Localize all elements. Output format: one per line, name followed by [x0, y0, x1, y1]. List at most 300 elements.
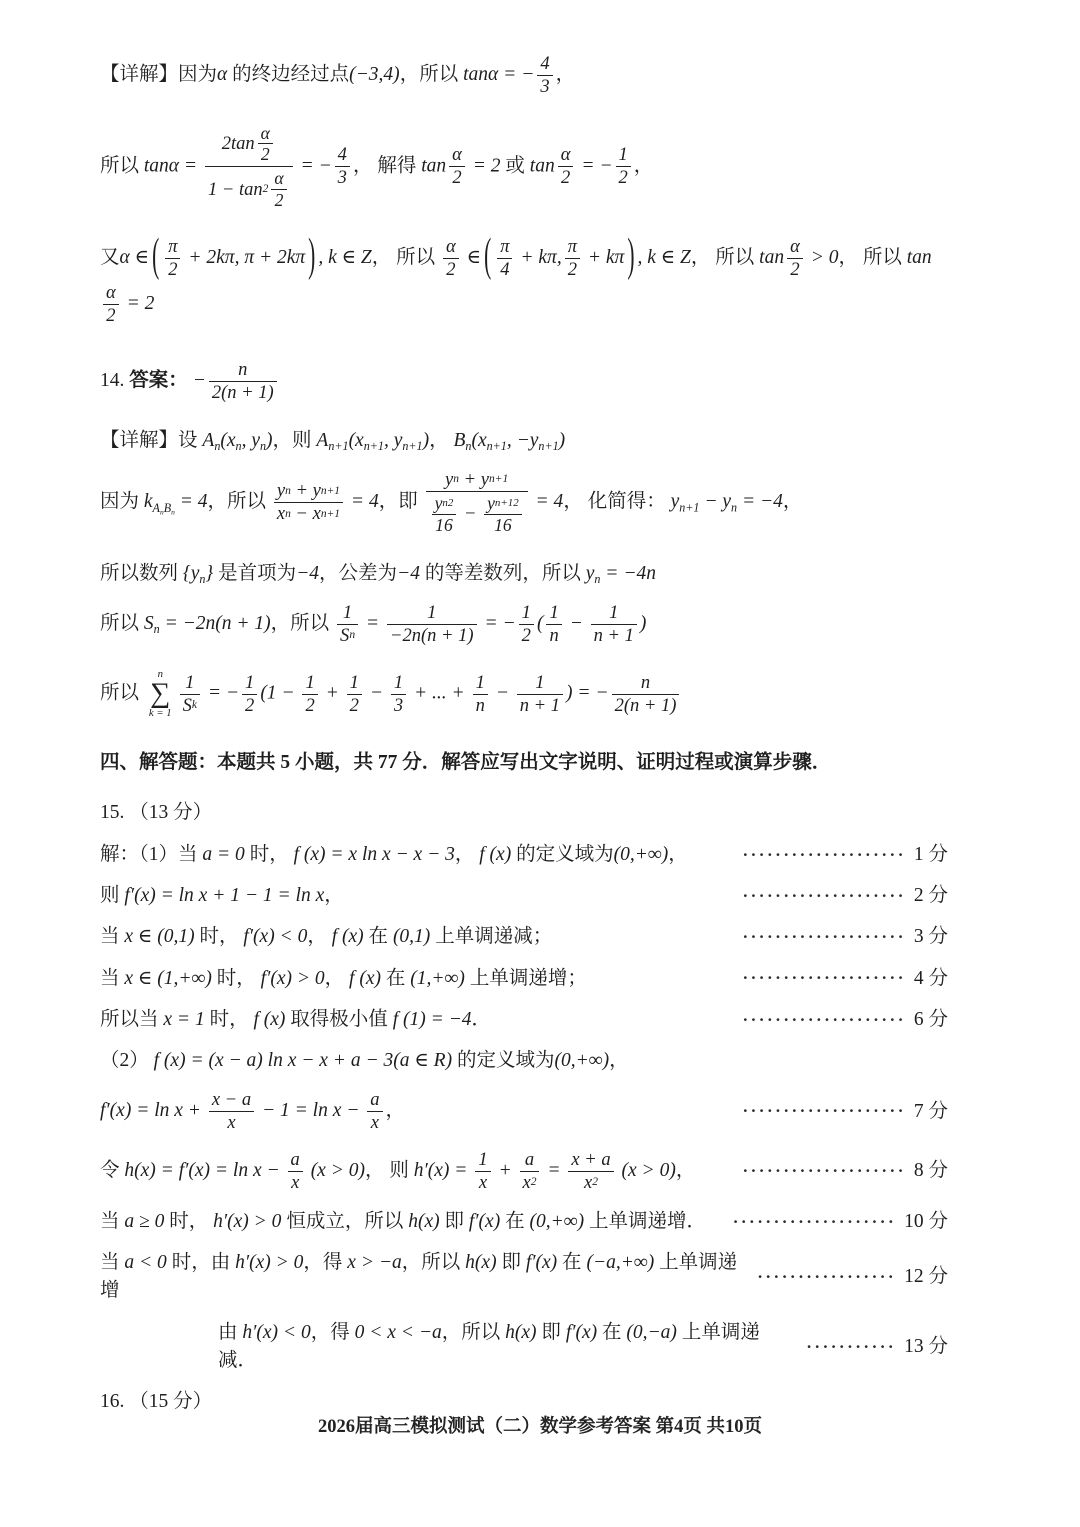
denominator: [616, 167, 631, 189]
math-run: 2: [446, 258, 456, 280]
math-run: {y: [182, 562, 200, 584]
score-marker: [730, 923, 948, 951]
math-run: tan: [529, 155, 555, 177]
math-run: 2: [245, 694, 255, 716]
denominator: [242, 695, 257, 717]
math-run: , y: [241, 429, 260, 451]
math-run: x > −a: [347, 1252, 402, 1274]
text-run: 又: [100, 246, 120, 268]
math-run: 1: [535, 671, 545, 693]
denominator: [103, 305, 118, 327]
math-run: a: [290, 1149, 300, 1171]
math-run: − x: [290, 503, 321, 525]
numerator: [209, 1089, 254, 1111]
denominator: [302, 695, 317, 717]
math-run: n: [475, 694, 485, 716]
numerator: [568, 1149, 613, 1171]
text-run: 时，由: [166, 1252, 236, 1274]
text-run: ．: [471, 1008, 492, 1030]
math-run: y: [670, 491, 680, 513]
math-run: −: [490, 682, 514, 704]
q13-detail-line-1: [100, 52, 948, 99]
math-run: 1: [349, 671, 359, 693]
text-run: 即: [439, 1210, 469, 1232]
fraction: [209, 1089, 254, 1134]
math-run: 16: [494, 514, 512, 535]
text-run: 时，: [211, 967, 261, 989]
score-label: 6 分: [913, 1008, 948, 1030]
math-run: π: [567, 235, 577, 257]
math-run: x ∈ (0,1): [124, 926, 195, 948]
text-run: ，即: [378, 491, 423, 513]
q14-detail-line-3: [100, 560, 948, 588]
math-run: h′(x) =: [413, 1159, 473, 1181]
denominator: [497, 259, 512, 281]
numerator: [391, 672, 406, 694]
numerator: [242, 672, 257, 694]
math-run: (0,+∞): [529, 1210, 585, 1232]
math-run: x: [584, 1171, 593, 1193]
denominator: [288, 1172, 302, 1194]
denominator: [209, 382, 277, 404]
text-run: （2）: [100, 1050, 154, 1072]
math-run: a ≥ 0: [124, 1210, 165, 1232]
math-run: y: [487, 493, 495, 513]
math-run: 2: [106, 305, 116, 327]
math-run: k: [143, 491, 153, 513]
math-run: 0 < x < −a: [354, 1321, 442, 1343]
fraction: [209, 359, 277, 404]
text-run: ， 所以: [690, 246, 760, 268]
math-run: (−a,+∞): [586, 1252, 655, 1274]
q15-step-10: [100, 1208, 948, 1236]
math-run: x: [276, 503, 286, 525]
score-marker: [730, 965, 948, 993]
numerator: [519, 602, 534, 624]
math-run: ) = −: [566, 682, 609, 704]
math-run: =: [361, 612, 384, 634]
text-run: 在: [557, 1252, 587, 1274]
text-run: ，所以: [399, 63, 464, 85]
math-run: f′(x) = ln x +: [100, 1100, 206, 1122]
math-run: −: [459, 503, 482, 525]
math-run: + ... +: [409, 682, 470, 704]
line-content: [100, 1249, 745, 1306]
text-run: 所以数列: [100, 562, 183, 584]
text-run: 所以: [100, 155, 144, 177]
subscript: n: [259, 439, 267, 454]
dotted-leader: ····················: [742, 1009, 906, 1029]
denominator: [426, 492, 528, 537]
text-run: ，所以: [441, 1321, 506, 1343]
math-run: x = 1: [163, 1008, 205, 1030]
text-run: 由: [218, 1321, 243, 1343]
math-run: ): [422, 429, 430, 451]
denominator: [473, 695, 488, 717]
math-run: a: [370, 1089, 380, 1111]
q14-detail-line-2: [100, 468, 948, 537]
math-run: 1: [185, 671, 195, 693]
math-run: = 2: [467, 155, 501, 177]
fraction: [258, 123, 273, 166]
denominator: [272, 190, 287, 211]
math-run: (x: [471, 429, 487, 451]
math-run: = −: [576, 155, 613, 177]
text-run: 时，: [204, 1008, 254, 1030]
text-run: 在: [363, 926, 393, 948]
bold-text: 四、解答题：本题共 5 小题，共 77 分．解答应写出文字说明、证明过程或演算步骤．: [100, 752, 832, 774]
score-label: 13 分: [904, 1335, 948, 1357]
numerator: [219, 122, 279, 167]
line-content: [100, 427, 565, 455]
math-run: tan: [759, 246, 785, 268]
numerator: [347, 672, 362, 694]
fraction: [367, 1089, 382, 1134]
math-run: y: [276, 480, 286, 502]
score-label: 3 分: [913, 926, 948, 948]
text-run: 上单调递减；: [430, 926, 553, 948]
math-run: h(x) = f′(x) = ln x −: [124, 1159, 285, 1181]
math-run: 1: [305, 671, 315, 693]
subscript: n: [153, 621, 160, 636]
math-run: (0,+∞): [613, 843, 669, 865]
math-run: + kπ,: [515, 246, 562, 268]
denominator: [274, 503, 343, 525]
math-run: B: [453, 429, 466, 451]
fraction: [288, 1149, 303, 1194]
score-label: 7 分: [913, 1100, 948, 1122]
math-run: = −: [479, 612, 516, 634]
denominator: [581, 1172, 601, 1194]
math-run: 1: [393, 671, 404, 693]
numerator: [537, 53, 552, 75]
superscript: 2: [530, 1176, 537, 1189]
line-content: [100, 1047, 629, 1075]
math-run: a < 0: [124, 1252, 167, 1274]
subscript: n: [349, 628, 356, 641]
text-run: 当: [100, 1210, 125, 1232]
math-run: tanα =: [143, 155, 202, 177]
text-run: 【详解】设: [100, 429, 203, 451]
denominator: [558, 167, 573, 189]
fraction: [546, 602, 561, 647]
math-run: h(x): [465, 1252, 497, 1274]
text-run: 15. （13 分）: [100, 802, 213, 824]
text-run: ，: [307, 926, 332, 948]
text-run: ，: [555, 63, 576, 85]
text-run: 上单调递增: [100, 1252, 738, 1302]
subscript: k: [191, 699, 197, 712]
numerator: [546, 602, 561, 624]
text-run: 在: [380, 967, 411, 989]
math-run: }: [205, 562, 214, 584]
text-run: ， 所以: [838, 246, 907, 268]
math-run: 2: [305, 694, 315, 716]
math-run: 4: [540, 53, 550, 74]
math-run: −4: [296, 562, 320, 584]
q15-step-12: [100, 1249, 948, 1306]
fraction: [180, 672, 200, 717]
math-run: α: [560, 144, 571, 166]
numerator: [532, 672, 547, 694]
fraction: [612, 672, 680, 717]
fraction: [205, 122, 293, 212]
math-run: 1: [549, 601, 559, 623]
math-run: (: [536, 612, 544, 634]
fraction: [347, 672, 362, 717]
line-content: [100, 121, 653, 213]
text-run: ， 化简得：: [563, 491, 671, 513]
math-run: = −2n(n + 1): [159, 612, 271, 634]
math-run: −4: [397, 562, 420, 584]
fraction: [558, 144, 574, 189]
denominator: [387, 625, 477, 647]
fraction: [391, 672, 406, 717]
math-run: 2: [260, 144, 270, 165]
line-content: [100, 841, 688, 869]
math-run: 3: [337, 167, 347, 189]
dotted-leader: ····················: [742, 844, 906, 864]
text-run: 因为: [100, 491, 144, 513]
math-run: , y: [383, 429, 403, 451]
denominator: [391, 695, 406, 717]
dotted-leader: ····················: [732, 1211, 897, 1231]
line-content: [100, 882, 344, 910]
score-label: 10 分: [904, 1210, 948, 1232]
denominator: [205, 167, 293, 212]
big-paren: ): [308, 228, 316, 281]
math-run: (x: [220, 429, 236, 451]
text-run: 时，: [194, 926, 244, 948]
text-run: 在: [597, 1321, 627, 1343]
numerator: [432, 493, 457, 514]
math-run: α: [274, 168, 284, 189]
numerator: [473, 672, 488, 694]
line-content: [100, 1088, 405, 1135]
math-run: y: [434, 493, 443, 513]
subscript: n: [442, 496, 448, 509]
subscript: n+1: [328, 439, 349, 454]
text-run: ，: [609, 1050, 629, 1072]
math-run: S: [182, 694, 192, 716]
math-run: 2: [618, 167, 628, 189]
text-run: ，: [385, 1100, 406, 1122]
fraction: [335, 144, 350, 189]
denominator: [337, 625, 358, 647]
math-run: 2: [274, 189, 284, 210]
math-run: B: [163, 500, 172, 515]
math-run: 2: [452, 167, 462, 189]
text-run: ，得: [303, 1252, 348, 1274]
fraction: [426, 469, 528, 536]
math-run: 2: [790, 258, 800, 280]
text-run: 的定义域为: [511, 843, 614, 865]
text-run: 上单调递增；: [464, 967, 587, 989]
summation: [149, 669, 172, 719]
math-run: − 1 = ln x −: [257, 1100, 365, 1122]
score-label: 12 分: [904, 1266, 948, 1288]
numerator: [340, 602, 355, 624]
math-run: > 0: [805, 246, 839, 268]
text-run: 的等差数列，所以: [419, 562, 586, 584]
math-run: f (x): [331, 926, 364, 948]
math-run: n + 1: [593, 624, 634, 646]
subscript: n+1: [679, 500, 700, 515]
math-run: = −4n: [600, 562, 656, 584]
numerator: [616, 144, 631, 166]
math-run: f′(x): [565, 1321, 598, 1343]
q15-part2-domain: [100, 1047, 948, 1075]
numerator: [522, 1149, 537, 1171]
dotted-leader: ····················: [742, 968, 906, 988]
denominator: [443, 259, 458, 281]
math-run: f′(x) = ln x + 1 − 1 = ln x: [124, 885, 325, 906]
text-run: 令: [100, 1159, 125, 1181]
line-content: [100, 799, 212, 827]
math-run: n: [238, 359, 248, 381]
fraction: [537, 53, 552, 98]
math-run: − y: [699, 491, 732, 513]
text-run: 的定义域为: [452, 1050, 555, 1072]
q15-step-8: [100, 1148, 948, 1195]
numerator: [367, 1089, 382, 1111]
math-run: x: [291, 1171, 300, 1193]
math-run: π: [168, 235, 178, 257]
denominator: [224, 1112, 238, 1134]
line-content: [100, 1208, 706, 1236]
math-run: 2: [349, 694, 359, 716]
fraction: [274, 480, 343, 525]
numerator: [103, 282, 119, 304]
text-run: ，: [782, 491, 803, 513]
q15-step-2: [100, 882, 948, 910]
fraction: [103, 282, 119, 327]
score-label: 4 分: [913, 967, 948, 989]
math-run: =: [542, 1159, 566, 1181]
subscript: n+1: [320, 484, 341, 497]
text-run: 【详解】因为: [100, 63, 218, 85]
superscript: 2: [447, 496, 454, 509]
math-run: h′(x) > 0: [235, 1252, 304, 1274]
q14-answer: [100, 358, 948, 405]
score-marker: [794, 1333, 948, 1361]
numerator: [565, 236, 580, 258]
subscript: n: [285, 484, 291, 497]
numerator: [182, 672, 197, 694]
text-run: 所以当: [100, 1008, 164, 1030]
fraction: [519, 602, 534, 647]
text-run: ，: [675, 1159, 696, 1181]
math-run: 1: [478, 1149, 488, 1171]
line-content: [100, 923, 552, 951]
math-run: f (x): [253, 1008, 286, 1030]
math-run: (0,1): [392, 926, 431, 948]
numerator: [424, 602, 439, 624]
dotted-leader: ····················: [742, 927, 906, 947]
fraction: [165, 236, 180, 281]
math-run: 2: [560, 167, 571, 189]
math-run: f′(x) > 0: [260, 967, 325, 989]
numerator: [258, 123, 273, 144]
math-run: x ∈ (1,+∞): [124, 967, 212, 989]
line-content: [218, 1319, 794, 1376]
math-run: −: [364, 682, 388, 704]
score-label: 2 分: [913, 885, 948, 906]
score-marker: [730, 1006, 948, 1034]
superscript: 2: [592, 1176, 598, 1189]
fraction: [517, 672, 563, 717]
numerator: [335, 144, 350, 166]
text-run: 是首项为: [213, 562, 297, 584]
fraction: [568, 1149, 613, 1194]
math-run: n: [549, 624, 559, 646]
math-run: A: [202, 429, 215, 451]
denominator: [520, 1172, 540, 1194]
math-run: = −: [295, 155, 332, 177]
sigma-icon: ∑: [150, 678, 171, 710]
line-content: [100, 52, 575, 99]
math-run: S: [143, 612, 154, 634]
denominator: [476, 1172, 490, 1194]
text-run: 当: [100, 926, 125, 948]
text-run: 解：（1）当: [100, 843, 203, 865]
numerator: [302, 672, 317, 694]
score-marker: [745, 1263, 948, 1291]
subscript: n+1: [402, 439, 423, 454]
math-run: α: [217, 63, 228, 85]
answer-content: [100, 52, 948, 1429]
q15-step-3: [100, 923, 948, 951]
denominator: [546, 625, 561, 647]
text-run: 时，: [164, 1210, 214, 1232]
denominator: [258, 144, 273, 165]
math-run: 2: [521, 624, 531, 646]
math-run: + y: [459, 469, 489, 491]
q14-detail-line-5: [100, 669, 948, 719]
math-run: tan: [906, 246, 932, 268]
math-run: 4: [500, 258, 510, 280]
big-paren: (: [484, 228, 492, 281]
math-run: +: [320, 682, 344, 704]
fraction: [271, 168, 286, 211]
text-run: 取得极小值: [285, 1008, 393, 1030]
subscript: [153, 501, 175, 515]
subscript: n+1: [363, 439, 384, 454]
denominator: [517, 695, 563, 717]
math-run: f′(x) < 0: [243, 926, 308, 948]
text-run: 16. （15 分）: [100, 1391, 213, 1413]
math-run: y: [445, 469, 454, 491]
denominator: [347, 695, 362, 717]
q14-detail-line-1: [100, 427, 948, 455]
fraction: [497, 236, 512, 281]
line-content: [100, 669, 682, 719]
math-run: n + 1: [519, 694, 561, 716]
math-run: x + a: [571, 1149, 611, 1171]
math-run: −: [564, 612, 588, 634]
text-run: 即: [496, 1252, 526, 1274]
math-run: α: [106, 282, 116, 304]
math-run: S: [340, 624, 350, 646]
math-run: 2(n + 1): [614, 694, 677, 716]
denominator: [537, 76, 552, 98]
math-run: = 4: [530, 491, 564, 513]
denominator: [432, 515, 456, 536]
subscript: n: [199, 571, 206, 586]
math-run: ): [266, 429, 273, 451]
math-run: 1: [475, 671, 485, 693]
big-paren: ): [627, 228, 635, 281]
